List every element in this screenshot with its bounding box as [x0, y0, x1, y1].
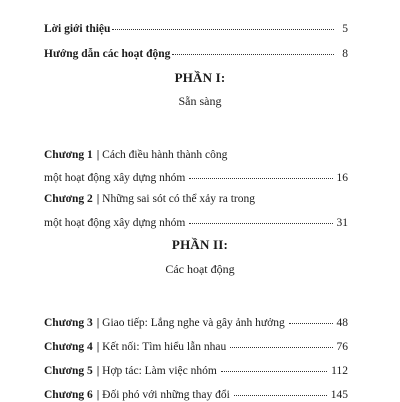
- toc-entry-chapter-1[interactable]: [44, 148, 348, 162]
- leader-dots: [289, 311, 333, 324]
- chapter-separator: |: [96, 317, 100, 329]
- chapter-number: Chương 5: [44, 365, 93, 377]
- toc-page-number: 5: [342, 23, 348, 35]
- toc-entry-introduction[interactable]: [44, 19, 348, 36]
- chapter-title-line-1: Những sai sót có thể xảy ra trong: [102, 193, 255, 205]
- part-2-heading: PHẦN II:: [171, 237, 229, 252]
- toc-page-number: 112: [331, 365, 348, 377]
- part-1-subtitle: Sẵn sàng: [178, 94, 222, 108]
- chapter-number: Chương 3: [44, 317, 93, 329]
- toc-entry-chapter-4[interactable]: [44, 337, 348, 354]
- chapter-number: Chương 1: [44, 149, 93, 161]
- leader-dots: [234, 383, 327, 396]
- toc-entry-activity-guide[interactable]: [44, 44, 348, 61]
- chapter-title-line-2: một hoạt động xây dựng nhóm: [44, 172, 186, 184]
- toc-entry-chapter-5[interactable]: [44, 361, 348, 378]
- chapter-title: Kết nối: Tìm hiểu lẫn nhau: [102, 341, 227, 353]
- toc-entry-chapter-6[interactable]: [44, 385, 348, 402]
- toc-page-number: 48: [336, 317, 348, 329]
- chapter-title-line-1: Cách điều hành thành công: [102, 149, 228, 161]
- chapter-title: Giao tiếp: Lắng nghe và gây ảnh hưởng: [102, 317, 285, 329]
- toc-page-number: 76: [336, 341, 348, 353]
- toc-entry-chapter-1-continued[interactable]: [44, 168, 348, 185]
- leader-dots: [189, 211, 332, 224]
- leader-dots: [112, 17, 334, 30]
- toc-entry-label: Hướng dẫn các hoạt động: [44, 48, 171, 60]
- chapter-title: Đối phó với những thay đổi: [102, 389, 230, 401]
- part-2-subtitle: Các hoạt động: [165, 262, 235, 276]
- part-1-heading: PHẦN I:: [174, 70, 226, 85]
- chapter-separator: |: [96, 341, 100, 353]
- toc-page-number: 31: [336, 217, 348, 229]
- chapter-separator: |: [96, 193, 100, 205]
- leader-dots: [189, 166, 332, 179]
- chapter-number: Chương 4: [44, 341, 93, 353]
- toc-page-number: 16: [336, 172, 348, 184]
- chapter-number: Chương 6: [44, 389, 93, 401]
- chapter-separator: |: [96, 149, 100, 161]
- toc-entry-chapter-3[interactable]: [44, 313, 348, 330]
- toc-entry-chapter-2[interactable]: [44, 192, 348, 206]
- leader-dots: [230, 335, 332, 348]
- toc-page-number: 8: [342, 48, 348, 60]
- leader-dots: [172, 42, 334, 55]
- chapter-number: Chương 2: [44, 193, 93, 205]
- toc-entry-label: Lời giới thiệu: [44, 23, 111, 35]
- leader-dots: [221, 359, 327, 372]
- chapter-separator: |: [96, 365, 100, 377]
- chapter-title: Hợp tác: Làm việc nhóm: [102, 365, 217, 377]
- toc-entry-chapter-2-continued[interactable]: [44, 213, 348, 230]
- chapter-separator: |: [96, 389, 100, 401]
- chapter-title-line-2: một hoạt động xây dựng nhóm: [44, 217, 186, 229]
- toc-page-number: 145: [330, 389, 348, 401]
